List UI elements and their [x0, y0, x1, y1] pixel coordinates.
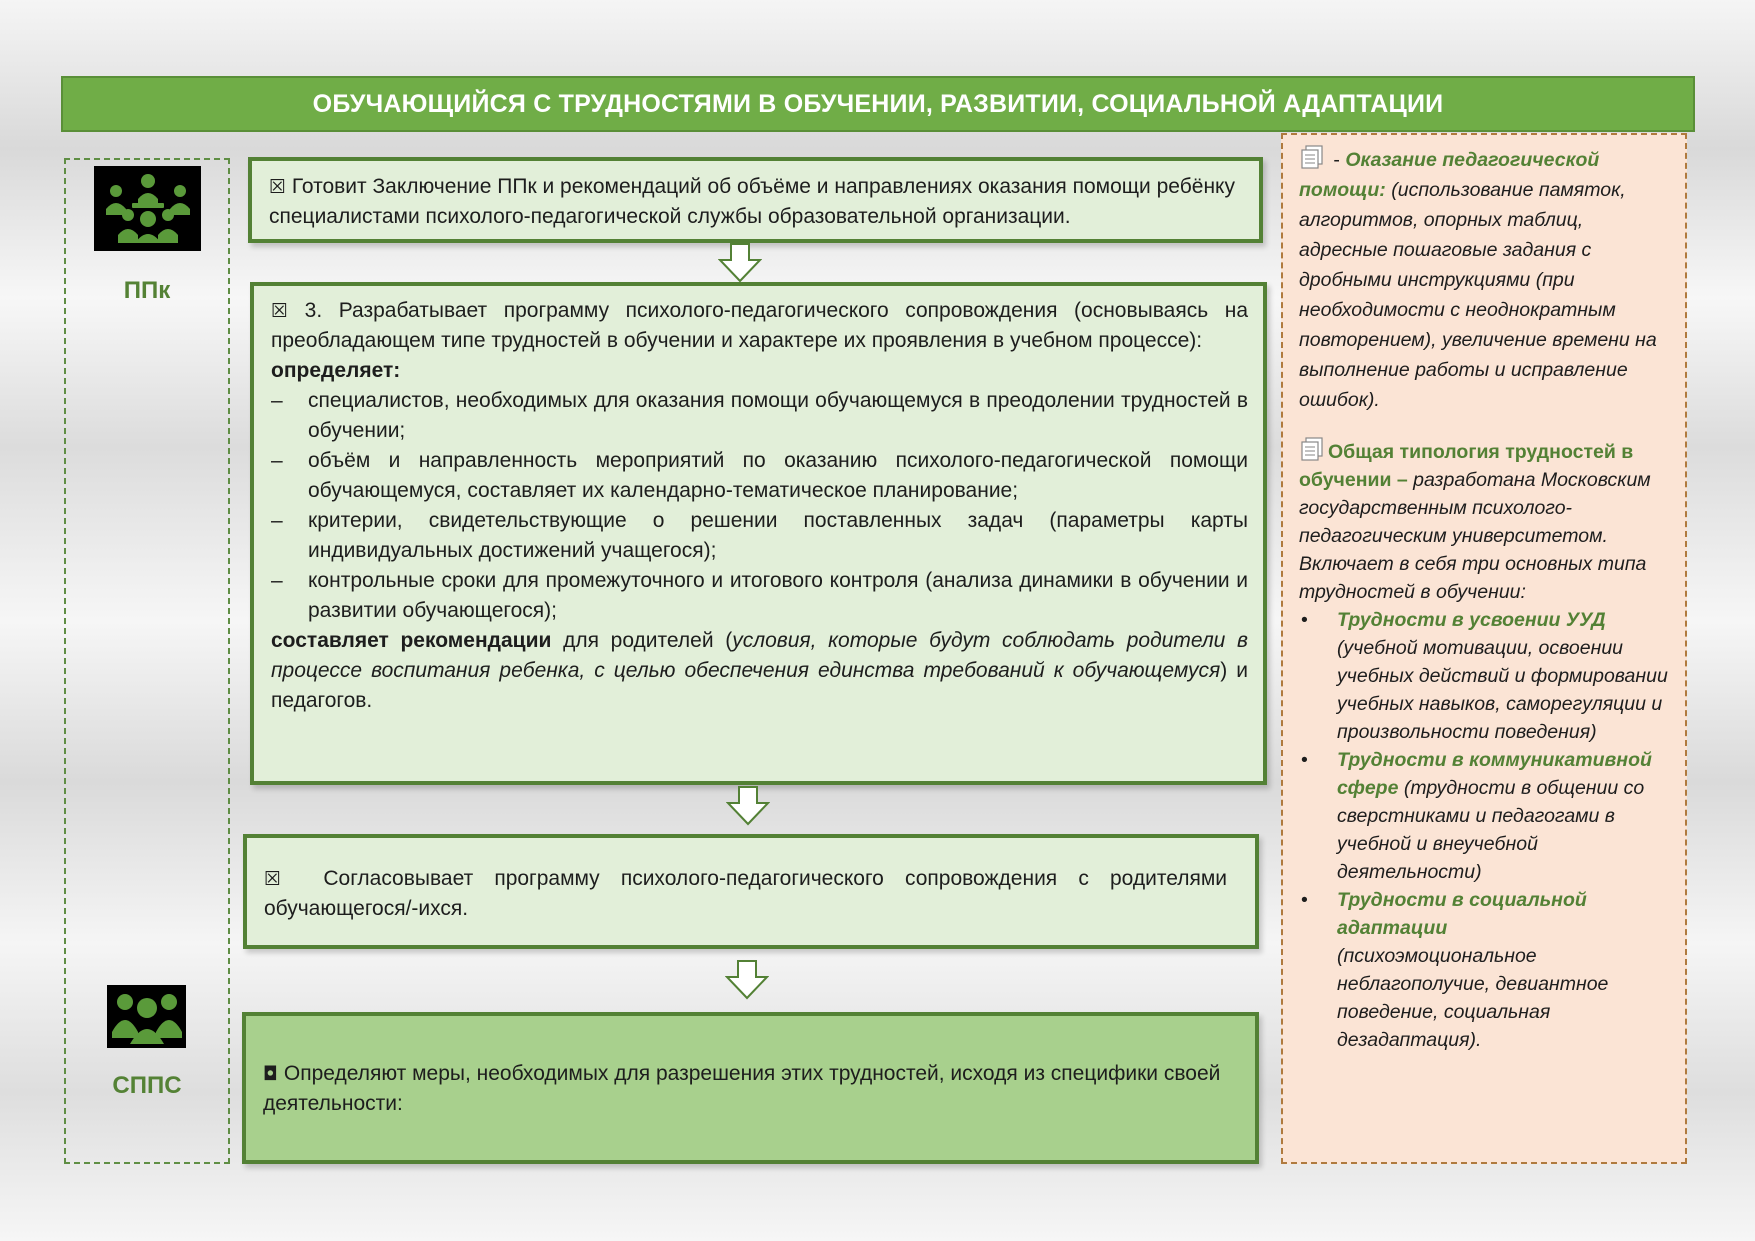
- step-box-develop-program: [250, 282, 1267, 785]
- step-text: Готовит Заключение ППк и рекомендаций об объёме и направлениях оказания помощи ребёнку специалистами психолого-педагогической службы образовательной организации.: [269, 175, 1235, 228]
- step-text: Согласовывает программу психолого-педагогического сопровождения с родителями обучающегося/-ихся.: [264, 867, 1227, 920]
- down-arrow-icon: [718, 243, 762, 283]
- list-item: – критерии, свидетельствующие о решении поставленных задач (параметры карты индивидуальных достижений учащегося);: [271, 509, 1248, 562]
- typology-sidebar: [1281, 133, 1687, 1164]
- pedagogical-help-block: - Оказание педагогической помощи: (использование памяток, алгоритмов, опорных таблиц, адресные пошаговые задания с дробными инструкциями (при необходимости с неоднократным повторением), увеличение времени на выполнение работы и исправление ошибок).: [1299, 145, 1671, 415]
- group-icon: [107, 985, 186, 1048]
- step-box-define-measures: [242, 1012, 1259, 1164]
- list-item: – специалистов, необходимых для оказания помощи обучающемуся в преодолении трудностей в обучении;: [271, 389, 1248, 442]
- down-arrow-icon: [725, 960, 769, 1000]
- square-marker-icon: ◘: [263, 1063, 279, 1085]
- checkbox-marker-icon: ☒: [264, 868, 282, 890]
- step-box-prepare-conclusion: [248, 157, 1263, 243]
- recommendations-text: составляет рекомендации для родителей (условия, которые будут соблюдать родители в процессе воспитания ребенка, с целью обеспечения единства требований к обучающемуся) и педагогов.: [271, 629, 1249, 712]
- pedagogical-help-title: Оказание педагогической помощи:: [1299, 149, 1600, 201]
- team-meeting-icon: [94, 166, 201, 251]
- checkbox-marker-icon: ☒: [271, 300, 289, 322]
- program-intro: 3. Разрабатывает программу психолого-педагогического сопровождения (основываясь на преобладающем типе трудностей в обучении и характере их проявления в учебном процессе):: [271, 299, 1248, 352]
- list-item: – контрольные сроки для промежуточного и итогового контроля (анализа динамики в обучении и развитии обучающегося);: [271, 569, 1248, 622]
- step-box-agree-program: [243, 834, 1259, 949]
- list-item: • Трудности в усвоении УУД (учебной мотивации, освоении учебных действий и формировании учебных навыков, саморегуляции и произвольности поведения): [1301, 609, 1668, 743]
- typology-title: Общая типология трудностей в обучении –: [1299, 441, 1634, 491]
- typology-block: Общая типология трудностей в обучении – разработана Московским государственным психолого-педагогическим университетом. Включает в себя три основных типа трудностей в обучении:: [1299, 437, 1671, 606]
- defines-label: определяет:: [271, 359, 401, 382]
- ppk-label: ППк: [123, 277, 171, 304]
- down-arrow-icon: [726, 786, 770, 826]
- list-item: – объём и направленность мероприятий по оказанию психолого-педагогической помощи обучающемуся, составляет их календарно-тематическое планирование;: [271, 449, 1248, 502]
- list-item: • Трудности в коммуникативной сфере (трудности в общении со сверстниками и педагогами в учебной и внеучебной деятельности): [1301, 749, 1652, 883]
- step-text: Определяют меры, необходимых для разрешения этих трудностей, исходя из специфики своей деятельности:: [263, 1062, 1221, 1115]
- list-item: • Трудности в социальной адаптации (психоэмоциональное неблагополучие, девиантное поведение, социальная дезадаптация).: [1301, 889, 1609, 1051]
- documents-icon: [1299, 145, 1325, 169]
- documents-icon: [1299, 437, 1325, 461]
- checkbox-marker-icon: ☒: [269, 176, 287, 198]
- page-title: ОБУЧАЮЩИЙСЯ С ТРУДНОСТЯМИ В ОБУЧЕНИИ, РАЗВИТИИ, СОЦИАЛЬНОЙ АДАПТАЦИИ: [61, 76, 1695, 132]
- spps-label: СППС: [112, 1072, 182, 1099]
